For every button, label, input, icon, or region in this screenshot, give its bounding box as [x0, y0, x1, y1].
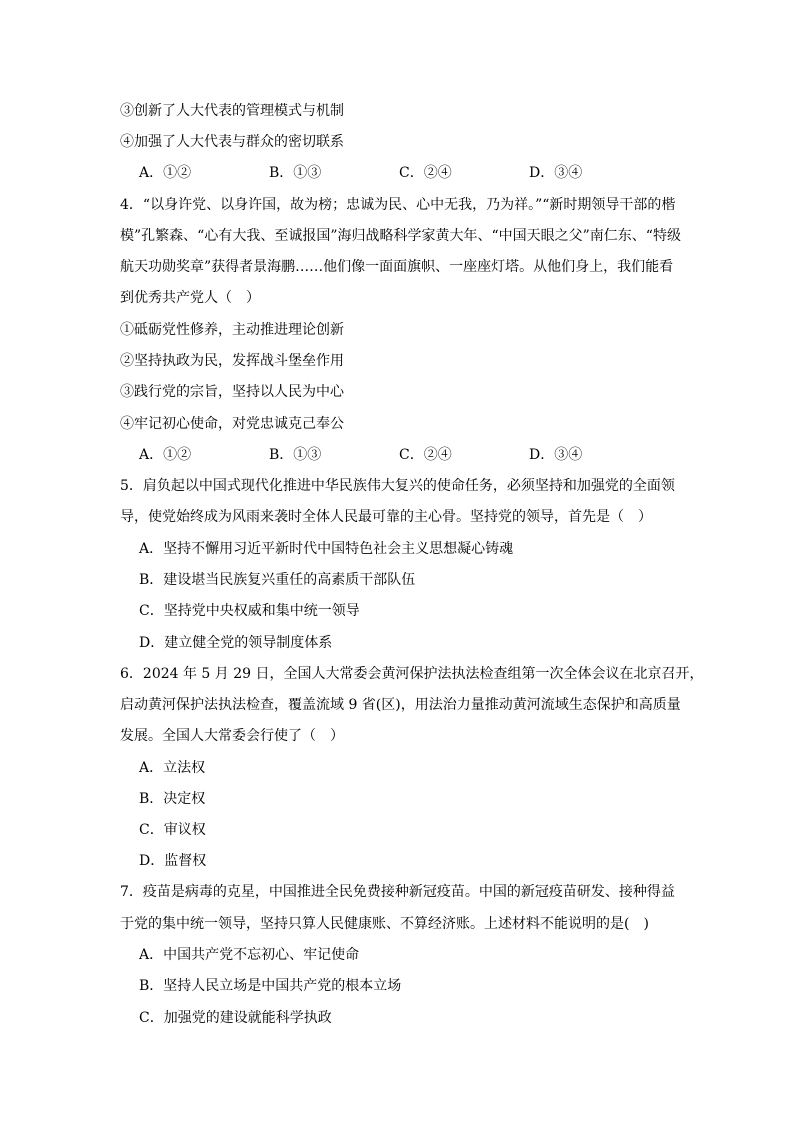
q7-option-a[interactable]: A．中国共产党不忘初心、牢记使命: [139, 947, 360, 963]
q5-stem-line-2: 导，使党始终成为风雨来袭时全体人民最可靠的主心骨。坚持党的领导，首先是（ ）: [120, 509, 652, 525]
q5-stem-line-1: 5．肩负起以中国式现代化推进中华民族伟大复兴的使命任务，必须坚持和加强党的全面领: [120, 478, 675, 494]
q7-option-c[interactable]: C．加强党的建设就能科学执政: [139, 1010, 332, 1026]
q5-option-d[interactable]: D．建立健全党的领导制度体系: [139, 635, 333, 651]
q3-option-d[interactable]: D．③④: [529, 165, 583, 181]
q7-stem-line-1: 7．疫苗是病毒的克星，中国推进全民免费接种新冠疫苗。中国的新冠疫苗研发、接种得益: [120, 884, 675, 900]
q4-options: [139, 445, 659, 465]
q3-option-a[interactable]: A．①②: [139, 165, 192, 181]
q6-option-d[interactable]: D．监督权: [139, 853, 207, 869]
q4-stem-line-2: 模”孔繁森、“心有大我、至诚报国”海归战略科学家黄大年、“中国天眼之父”南仁东、“特级: [120, 228, 681, 244]
q3-item-4: ④加强了人大代表与群众的密切联系: [120, 134, 344, 150]
q4-option-a[interactable]: A．①②: [139, 447, 192, 463]
q5-option-c[interactable]: C．坚持党中央权威和集中统一领导: [139, 603, 360, 619]
q6-option-c[interactable]: C．审议权: [139, 822, 206, 838]
q3-option-c[interactable]: C．②④: [399, 165, 452, 181]
q3-item-3: ③创新了人大代表的管理模式与机制: [120, 103, 344, 119]
q3-options: [139, 163, 659, 183]
q4-item-1: ①砥砺党性修养，主动推进理论创新: [120, 322, 344, 338]
q6-option-a[interactable]: A．立法权: [139, 760, 206, 776]
q7-option-b[interactable]: B．坚持人民立场是中国共产党的根本立场: [139, 978, 402, 994]
q5-option-b[interactable]: B．建设堪当民族复兴重任的高素质干部队伍: [139, 572, 416, 588]
q6-option-b[interactable]: B．决定权: [139, 791, 206, 807]
q4-item-4: ④牢记初心使命，对党忠诚克己奉公: [120, 416, 344, 432]
q4-option-c[interactable]: C．②④: [399, 447, 452, 463]
q6-stem-line-1: 6．2024 年 5 月 29 日，全国人大常委会黄河保护法执法检查组第一次全体会议在北京召开，: [120, 666, 704, 682]
q6-stem-line-3: 发展。全国人大常委会行使了（ ）: [120, 728, 344, 744]
q4-option-d[interactable]: D．③④: [529, 447, 583, 463]
q4-item-2: ②坚持执政为民，发挥战斗堡垒作用: [120, 353, 344, 369]
q4-option-b[interactable]: B．①③: [269, 447, 322, 463]
q4-stem-line-3: 航天功勋奖章”获得者景海鹏……他们像一面面旗帜、一座座灯塔。从他们身上，我们能看: [120, 259, 674, 275]
q4-stem-line-4: 到优秀共产党人（ ）: [120, 290, 260, 306]
q4-item-3: ③践行党的宗旨，坚持以人民为中心: [120, 384, 344, 400]
q7-stem-line-2: 于党的集中统一领导，坚持只算人民健康账、不算经济账。上述材料不能说明的是( ): [120, 916, 649, 932]
q6-stem-line-2: 启动黄河保护法执法检查，覆盖流域 9 省(区)，用法治力量推动黄河流域生态保护和高质量: [120, 697, 681, 713]
q3-option-b[interactable]: B．①③: [269, 165, 322, 181]
q4-stem-line-1: 4．“以身许党、以身许国，故为榜；忠诚为民、心中无我，乃为祥。”“新时期领导干部的楷: [120, 197, 676, 213]
q5-option-a[interactable]: A．坚持不懈用习近平新时代中国特色社会主义思想凝心铸魂: [139, 541, 514, 557]
